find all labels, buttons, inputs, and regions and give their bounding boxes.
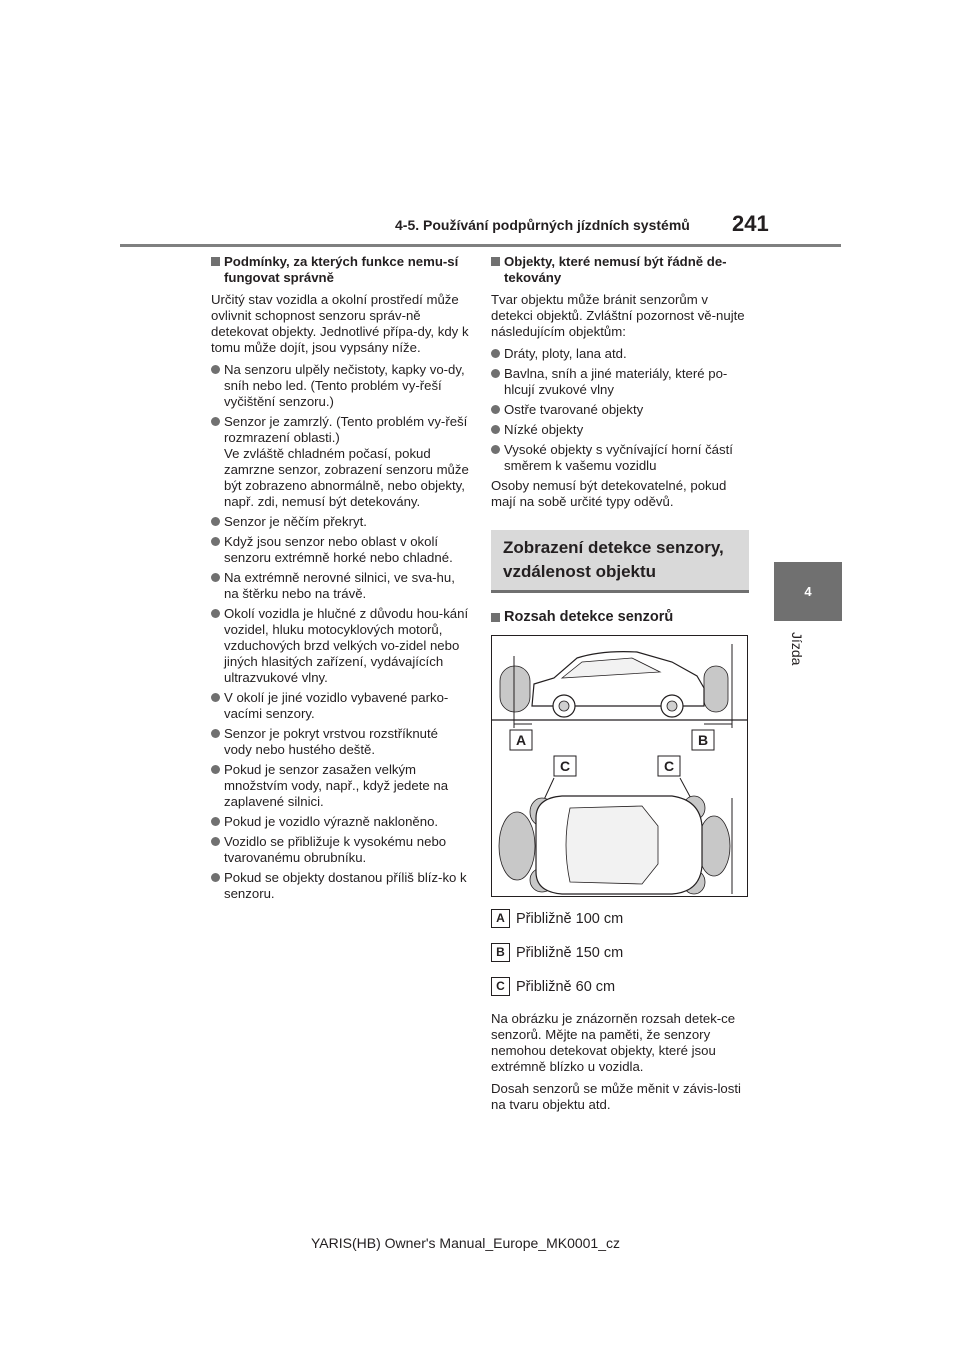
car-top-roof bbox=[566, 806, 658, 884]
list-item-text: Na senzoru ulpěly nečistoty, kapky vo-dy, sníh nebo led. (Tento problém vy-řeší vyčištění senzoru.) bbox=[224, 362, 465, 409]
list-item bbox=[211, 834, 469, 866]
list-item bbox=[211, 414, 469, 510]
bullet-dot-icon bbox=[211, 417, 220, 426]
list-item-text: Na extrémně nerovné silnici, ve sva-hu, na štěrku nebo na trávě. bbox=[224, 570, 455, 601]
bullet-dot-icon bbox=[211, 517, 220, 526]
label-c2: C bbox=[663, 758, 675, 774]
conditions-intro: Určitý stav vozidla a okolní prostředí může ovlivnit schopnost senzoru správ-ně detekovat objekty. Jednotlivé přípa-dy, kdy k tomu může dojít, jsou vypsány níže. bbox=[211, 292, 469, 355]
list-item-text: Vozidlo se přibližuje k vysokému nebo tvarovanému obrubníku. bbox=[224, 834, 447, 865]
list-item bbox=[211, 362, 469, 410]
list-item bbox=[491, 346, 749, 362]
range-paragraph-2: Dosah senzorů se může měnit v závis-losti na tvaru objektu atd. bbox=[491, 1081, 741, 1112]
range-heading-text: Rozsah detekce senzorů bbox=[504, 609, 674, 625]
square-bullet-icon bbox=[491, 613, 500, 622]
sensor-range-figure bbox=[491, 635, 748, 897]
bullet-dot-icon bbox=[211, 537, 220, 546]
list-item bbox=[211, 814, 469, 830]
square-bullet-icon bbox=[491, 257, 500, 266]
legend-letter: A bbox=[491, 909, 510, 928]
list-item bbox=[211, 690, 469, 722]
legend-item bbox=[491, 909, 749, 928]
list-item-text: Pokud se objekty dostanou příliš blíz-ko k senzoru. bbox=[224, 870, 467, 901]
bullet-dot-icon bbox=[211, 873, 220, 882]
list-item-text: Senzor je něčím překryt. bbox=[224, 514, 367, 529]
legend-text: Přibližně 100 cm bbox=[516, 910, 624, 927]
label-b: B bbox=[697, 732, 709, 748]
chapter-tab-label: Jízda bbox=[789, 632, 805, 666]
list-item-text: Pokud je vozidlo výrazně nakloněno. bbox=[224, 814, 439, 829]
list-item bbox=[491, 366, 749, 398]
bullet-dot-icon bbox=[211, 573, 220, 582]
list-item bbox=[211, 606, 469, 686]
objects-heading-text: Objekty, které nemusí být řádně de-tekovány bbox=[504, 254, 727, 285]
footer-text: YARIS(HB) Owner's Manual_Europe_MK0001_cz bbox=[311, 1235, 620, 1251]
bullet-dot-icon bbox=[211, 765, 220, 774]
objects-intro: Tvar objektu může bránit senzorům v detekci objektů. Zvláštní pozornost vě-nujte následujícím objektům: bbox=[491, 292, 745, 339]
front-top-zone bbox=[698, 816, 730, 876]
list-item-text: Senzor je pokryt vrstvou rozstříknuté vody nebo hustého deště. bbox=[224, 726, 439, 757]
list-item bbox=[211, 514, 469, 530]
bullet-dot-icon bbox=[491, 349, 500, 358]
list-item-text: Když jsou senzor nebo oblast v okolí senzoru extrémně horké nebo chladné. bbox=[224, 534, 453, 565]
list-item bbox=[491, 422, 749, 438]
list-item-text: Senzor je zamrzlý. (Tento problém vy-řeší rozmrazení oblasti.) bbox=[224, 414, 468, 445]
bullet-dot-icon bbox=[491, 425, 500, 434]
legend-item bbox=[491, 943, 749, 962]
list-item-extra-text: Ve zvláště chladném počasí, pokud zamrzne senzor, zobrazení senzoru může být zobrazeno abnormálně, nebo objekty, např. zdi, nemusí být detekovány. bbox=[224, 446, 469, 509]
chapter-title: 4-5. Používání podpůrných jízdních systémů bbox=[395, 217, 690, 233]
page-number: 241 bbox=[732, 211, 769, 236]
objects-note: Osoby nemusí být detekovatelné, pokud mají na sobě určité typy oděvů. bbox=[491, 478, 727, 509]
list-item bbox=[211, 762, 469, 810]
left-column bbox=[211, 254, 469, 906]
list-item bbox=[491, 442, 749, 474]
range-paragraph-1: Na obrázku je znázorněn rozsah detek-ce senzorů. Mějte na paměti, že senzory nemohou detekovat objekty, které jsou extrémně blízko u vozidla. bbox=[491, 1011, 736, 1074]
list-item-text: Ostře tvarované objekty bbox=[504, 402, 644, 417]
bullet-dot-icon bbox=[491, 445, 500, 454]
bullet-dot-icon bbox=[491, 405, 500, 414]
conditions-heading bbox=[211, 254, 469, 286]
rear-range-zone bbox=[500, 666, 530, 712]
bullet-dot-icon bbox=[211, 729, 220, 738]
chapter-tab: 4 bbox=[774, 562, 842, 621]
list-item-text: Nízké objekty bbox=[504, 422, 584, 437]
bullet-dot-icon bbox=[211, 365, 220, 374]
list-item-text: Pokud je senzor zasažen velkým množstvím vody, např., když jedete na zaplavené silnici. bbox=[224, 762, 449, 809]
legend-letter: B bbox=[491, 943, 510, 962]
front-range-zone bbox=[704, 666, 728, 712]
bullet-dot-icon bbox=[211, 693, 220, 702]
bullet-dot-icon bbox=[491, 369, 500, 378]
bullet-dot-icon bbox=[211, 817, 220, 826]
section-title-line-2: vzdálenost objektu bbox=[503, 562, 657, 581]
label-c1: C bbox=[559, 758, 571, 774]
list-item-text: Okolí vozidla je hlučné z důvodu hou-kání vozidel, hluku motocyklových motorů, vzduchových brzd velkých vo-zidel nebo jiných hlasitých zařízení, vydávajících ultrazvukové vlny. bbox=[224, 606, 469, 685]
list-item bbox=[491, 402, 749, 418]
sensor-range-diagram bbox=[492, 636, 747, 896]
bullet-dot-icon bbox=[211, 609, 220, 618]
square-bullet-icon bbox=[211, 257, 220, 266]
conditions-heading-text: Podmínky, za kterých funkce nemu-sí fungovat správně bbox=[224, 254, 459, 285]
label-a: A bbox=[515, 732, 527, 748]
range-heading bbox=[491, 609, 749, 625]
right-column bbox=[491, 254, 749, 1119]
section-title-line-1: Zobrazení detekce senzory, bbox=[503, 538, 724, 557]
list-item-text: Bavlna, sníh a jiné materiály, které po-hlcují zvukové vlny bbox=[504, 366, 728, 397]
legend-text: Přibližně 60 cm bbox=[516, 978, 616, 995]
list-item bbox=[211, 570, 469, 602]
list-item-text: Dráty, ploty, lana atd. bbox=[504, 346, 627, 361]
list-item bbox=[211, 726, 469, 758]
section-title bbox=[491, 530, 749, 593]
bullet-dot-icon bbox=[211, 837, 220, 846]
legend-text: Přibližně 150 cm bbox=[516, 944, 624, 961]
rear-top-zone bbox=[499, 812, 535, 880]
list-item bbox=[211, 534, 469, 566]
header-rule bbox=[120, 244, 841, 247]
legend-item bbox=[491, 977, 749, 996]
list-item-text: V okolí je jiné vozidlo vybavené parko-vacími senzory. bbox=[224, 690, 449, 721]
list-item bbox=[211, 870, 469, 902]
list-item-text: Vysoké objekty s vyčnívající horní částí směrem k vašemu vozidlu bbox=[504, 442, 733, 473]
objects-heading bbox=[491, 254, 749, 286]
legend-letter: C bbox=[491, 977, 510, 996]
